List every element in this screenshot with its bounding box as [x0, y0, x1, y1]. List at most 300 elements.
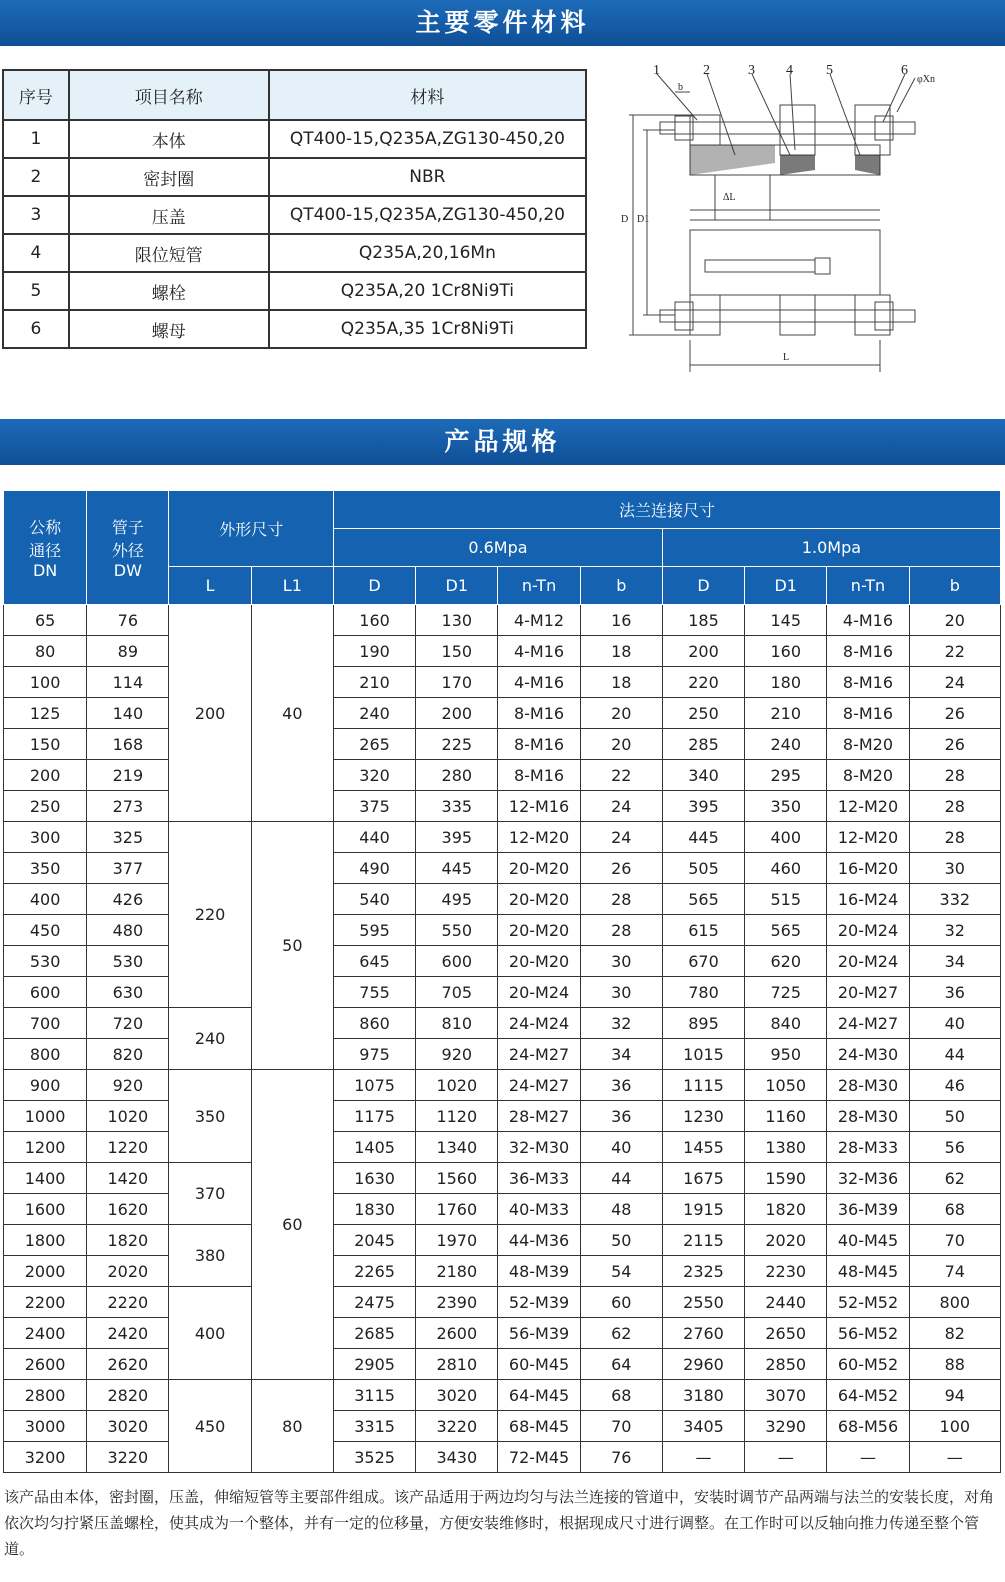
cell-nTn-06: 48-M39 — [498, 1256, 580, 1287]
cell-D-06: 755 — [333, 977, 415, 1008]
cell-b-10: 88 — [909, 1349, 1000, 1380]
cell-D1-06: 280 — [416, 760, 498, 791]
cell-L1: 80 — [251, 1380, 333, 1473]
cell-b-10: 62 — [909, 1163, 1000, 1194]
materials-row — [3, 310, 586, 348]
cell-b-10: 82 — [909, 1318, 1000, 1349]
cell-dw: 530 — [87, 946, 169, 977]
cell-D1-06: 1120 — [416, 1101, 498, 1132]
cell-D1-06: 600 — [416, 946, 498, 977]
cell-b-06: 36 — [580, 1070, 662, 1101]
cell-D-10: 2960 — [662, 1349, 744, 1380]
cell-D-06: 595 — [333, 915, 415, 946]
cell-D-06: 440 — [333, 822, 415, 853]
cell-D-10: 780 — [662, 977, 744, 1008]
cell-nTn-06: 4-M12 — [498, 605, 580, 636]
cell-D1-10: 145 — [745, 605, 827, 636]
cell-D1-06: 130 — [416, 605, 498, 636]
cell-b-06: 30 — [580, 946, 662, 977]
cell-D-06: 3115 — [333, 1380, 415, 1411]
cell-D-10: 1115 — [662, 1070, 744, 1101]
cell-nTn-06: 72-M45 — [498, 1442, 580, 1473]
cell-D1-06: 1340 — [416, 1132, 498, 1163]
spec-row — [4, 822, 1001, 853]
cell-D1-06: 150 — [416, 636, 498, 667]
cell-b-10: 44 — [909, 1039, 1000, 1070]
spec-row — [4, 1070, 1001, 1101]
cell-dn: 2400 — [4, 1318, 87, 1349]
materials-row — [3, 120, 586, 158]
materials-cell-material: Q235A,20 1Cr8Ni9Ti — [269, 272, 586, 310]
materials-cell-material: NBR — [269, 158, 586, 196]
cell-nTn-10: 12-M20 — [827, 791, 909, 822]
cell-nTn-06: 20-M20 — [498, 884, 580, 915]
spec-row — [4, 1318, 1001, 1349]
cell-dn: 1000 — [4, 1101, 87, 1132]
cell-b-10: 28 — [909, 760, 1000, 791]
spec-row — [4, 1349, 1001, 1380]
specs-header-row-1 — [4, 491, 1001, 529]
cell-nTn-06: 4-M16 — [498, 667, 580, 698]
cell-dn: 125 — [4, 698, 87, 729]
cell-b-10: 332 — [909, 884, 1000, 915]
cell-L1: 40 — [251, 605, 333, 822]
flange-joint-drawing — [615, 60, 995, 380]
materials-cell-index: 2 — [3, 158, 69, 196]
cell-dw: 920 — [87, 1070, 169, 1101]
cell-nTn-06: 52-M39 — [498, 1287, 580, 1318]
cell-D-10: 395 — [662, 791, 744, 822]
cell-b-10: 46 — [909, 1070, 1000, 1101]
cell-D-10: 185 — [662, 605, 744, 636]
cell-dn: 450 — [4, 915, 87, 946]
cell-dw: 1620 — [87, 1194, 169, 1225]
cell-nTn-10: 28-M33 — [827, 1132, 909, 1163]
header-pipe-line2: 外径 — [111, 541, 144, 560]
header-D-06: D — [333, 567, 415, 605]
cell-D-06: 1630 — [333, 1163, 415, 1194]
cell-nTn-10: 8-M20 — [827, 760, 909, 791]
spec-row — [4, 760, 1001, 791]
cell-nTn-10: 64-M52 — [827, 1380, 909, 1411]
header-nominal — [4, 491, 87, 605]
cell-dw: 168 — [87, 729, 169, 760]
cell-nTn-06: 32-M30 — [498, 1132, 580, 1163]
spec-row — [4, 1039, 1001, 1070]
cell-nTn-10: 20-M24 — [827, 946, 909, 977]
header-D-10: D — [662, 567, 744, 605]
cell-D1-10: 1590 — [745, 1163, 827, 1194]
cell-b-10: 28 — [909, 822, 1000, 853]
cell-dw: 2420 — [87, 1318, 169, 1349]
cell-D1-10: 350 — [745, 791, 827, 822]
cell-D-10: 3405 — [662, 1411, 744, 1442]
cell-D-10: 200 — [662, 636, 744, 667]
header-b-06: b — [580, 567, 662, 605]
materials-cell-name: 密封圈 — [69, 158, 269, 196]
cell-dn: 900 — [4, 1070, 87, 1101]
cell-dw: 2620 — [87, 1349, 169, 1380]
spec-row — [4, 915, 1001, 946]
cell-L1: 50 — [251, 822, 333, 1070]
cell-b-06: 18 — [580, 636, 662, 667]
cell-b-06: 76 — [580, 1442, 662, 1473]
materials-row — [3, 196, 586, 234]
cell-dw: 820 — [87, 1039, 169, 1070]
specs-table — [3, 490, 1001, 1473]
cell-nTn-06: 28-M27 — [498, 1101, 580, 1132]
cell-dw: 1020 — [87, 1101, 169, 1132]
cell-dn: 100 — [4, 667, 87, 698]
cell-b-10: 68 — [909, 1194, 1000, 1225]
spec-row — [4, 1194, 1001, 1225]
header-b-10: b — [909, 567, 1000, 605]
cell-nTn-06: 12-M20 — [498, 822, 580, 853]
materials-row — [3, 272, 586, 310]
header-outer-size: 外形尺寸 — [169, 491, 333, 567]
cell-nTn-06: 36-M33 — [498, 1163, 580, 1194]
cell-dn: 200 — [4, 760, 87, 791]
cell-nTn-06: 24-M24 — [498, 1008, 580, 1039]
cell-b-10: 70 — [909, 1225, 1000, 1256]
cell-dn: 350 — [4, 853, 87, 884]
cell-dn: 2600 — [4, 1349, 87, 1380]
cell-D1-06: 495 — [416, 884, 498, 915]
cell-D1-06: 2600 — [416, 1318, 498, 1349]
cell-dn: 150 — [4, 729, 87, 760]
cell-D1-06: 1560 — [416, 1163, 498, 1194]
cell-L: 350 — [169, 1070, 251, 1163]
header-pipe-line3: DW — [113, 561, 142, 580]
cell-D1-10: 620 — [745, 946, 827, 977]
cell-dn: 250 — [4, 791, 87, 822]
header-L1: L1 — [251, 567, 333, 605]
header-nTn-06: n-Tn — [498, 567, 580, 605]
specs-section-title: 产品规格 — [0, 419, 1005, 465]
cell-dw: 114 — [87, 667, 169, 698]
cell-b-10: 34 — [909, 946, 1000, 977]
cell-D-06: 240 — [333, 698, 415, 729]
cell-nTn-06: 40-M33 — [498, 1194, 580, 1225]
part-number-5: 5 — [826, 63, 833, 78]
cell-dn: 300 — [4, 822, 87, 853]
header-index: 序号 — [3, 70, 69, 120]
cell-D1-10: 240 — [745, 729, 827, 760]
cell-nTn-06: 24-M27 — [498, 1039, 580, 1070]
cell-b-10: 74 — [909, 1256, 1000, 1287]
cell-D1-06: 705 — [416, 977, 498, 1008]
cell-D-10: — — [662, 1442, 744, 1473]
materials-row — [3, 158, 586, 196]
cell-D1-06: 170 — [416, 667, 498, 698]
cell-D1-06: 550 — [416, 915, 498, 946]
header-nTn-10: n-Tn — [827, 567, 909, 605]
cell-nTn-06: 8-M16 — [498, 729, 580, 760]
cell-L: 380 — [169, 1225, 251, 1287]
cell-dn: 2000 — [4, 1256, 87, 1287]
cell-nTn-06: 4-M16 — [498, 636, 580, 667]
header-pipe-line1: 管子 — [111, 518, 144, 537]
materials-cell-material: Q235A,35 1Cr8Ni9Ti — [269, 310, 586, 348]
cell-nTn-10: 48-M45 — [827, 1256, 909, 1287]
cell-b-06: 54 — [580, 1256, 662, 1287]
cell-b-06: 16 — [580, 605, 662, 636]
spec-row — [4, 884, 1001, 915]
cell-nTn-06: 56-M39 — [498, 1318, 580, 1349]
materials-cell-index: 6 — [3, 310, 69, 348]
cell-b-10: 26 — [909, 698, 1000, 729]
materials-cell-index: 1 — [3, 120, 69, 158]
header-item-name: 项目名称 — [69, 70, 269, 120]
cell-L: 400 — [169, 1287, 251, 1380]
materials-cell-name: 螺母 — [69, 310, 269, 348]
cell-D-10: 2115 — [662, 1225, 744, 1256]
hole-label: φXn — [917, 74, 935, 85]
cell-D-06: 2045 — [333, 1225, 415, 1256]
cell-dn: 530 — [4, 946, 87, 977]
materials-cell-material: QT400-15,Q235A,ZG130-450,20 — [269, 196, 586, 234]
cell-dw: 1220 — [87, 1132, 169, 1163]
cell-D1-06: 810 — [416, 1008, 498, 1039]
part-number-6: 6 — [901, 63, 908, 78]
cell-nTn-10: 8-M16 — [827, 698, 909, 729]
cell-nTn-10: 8-M20 — [827, 729, 909, 760]
cell-D1-06: 1020 — [416, 1070, 498, 1101]
spec-row — [4, 1256, 1001, 1287]
cell-D1-10: 400 — [745, 822, 827, 853]
D-label: D — [621, 214, 629, 225]
cell-dw: 1420 — [87, 1163, 169, 1194]
cell-nTn-06: 20-M20 — [498, 853, 580, 884]
cell-D-06: 1075 — [333, 1070, 415, 1101]
cell-nTn-10: 52-M52 — [827, 1287, 909, 1318]
cell-D-10: 250 — [662, 698, 744, 729]
cell-dn: 80 — [4, 636, 87, 667]
cell-D-06: 645 — [333, 946, 415, 977]
cell-nTn-06: 20-M24 — [498, 977, 580, 1008]
materials-cell-name: 本体 — [69, 120, 269, 158]
cell-D1-06: 200 — [416, 698, 498, 729]
cell-nTn-06: 60-M45 — [498, 1349, 580, 1380]
cell-b-10: 28 — [909, 791, 1000, 822]
materials-cell-name: 压盖 — [69, 196, 269, 234]
cell-D-06: 1175 — [333, 1101, 415, 1132]
dL-label: ΔL — [723, 192, 736, 203]
cell-b-10: 94 — [909, 1380, 1000, 1411]
cell-D-06: 3315 — [333, 1411, 415, 1442]
cell-dw: 1820 — [87, 1225, 169, 1256]
cell-D1-10: 2850 — [745, 1349, 827, 1380]
spec-row — [4, 791, 1001, 822]
cell-nTn-10: 24-M27 — [827, 1008, 909, 1039]
cell-nTn-10: 28-M30 — [827, 1101, 909, 1132]
cell-nTn-06: 44-M36 — [498, 1225, 580, 1256]
cell-D1-06: 920 — [416, 1039, 498, 1070]
header-pressure-10: 1.0Mpa — [662, 529, 1000, 567]
cell-nTn-10: 68-M56 — [827, 1411, 909, 1442]
cell-D-10: 670 — [662, 946, 744, 977]
materials-header-row — [3, 70, 586, 120]
cell-dn: 3200 — [4, 1442, 87, 1473]
cell-D-06: 210 — [333, 667, 415, 698]
cell-b-06: 62 — [580, 1318, 662, 1349]
cell-D-10: 340 — [662, 760, 744, 791]
cell-dw: 2220 — [87, 1287, 169, 1318]
cell-D-06: 540 — [333, 884, 415, 915]
cell-D-10: 2760 — [662, 1318, 744, 1349]
cell-D-06: 320 — [333, 760, 415, 791]
spec-row — [4, 1163, 1001, 1194]
cell-b-06: 36 — [580, 1101, 662, 1132]
cell-dw: 3020 — [87, 1411, 169, 1442]
materials-cell-name: 螺栓 — [69, 272, 269, 310]
cell-D-06: 1405 — [333, 1132, 415, 1163]
cell-nTn-10: 20-M24 — [827, 915, 909, 946]
cell-L: 220 — [169, 822, 251, 1008]
cell-dw: 377 — [87, 853, 169, 884]
cell-D-06: 490 — [333, 853, 415, 884]
spec-row — [4, 1442, 1001, 1473]
spec-row — [4, 853, 1001, 884]
cell-nTn-06: 20-M20 — [498, 915, 580, 946]
cell-D-06: 975 — [333, 1039, 415, 1070]
cell-D-06: 2265 — [333, 1256, 415, 1287]
cell-b-06: 26 — [580, 853, 662, 884]
cell-D-06: 2905 — [333, 1349, 415, 1380]
header-flange-size: 法兰连接尺寸 — [333, 491, 1000, 529]
cell-D-10: 1675 — [662, 1163, 744, 1194]
cell-b-06: 64 — [580, 1349, 662, 1380]
spec-row — [4, 1380, 1001, 1411]
cell-b-10: 50 — [909, 1101, 1000, 1132]
cell-D1-06: 3220 — [416, 1411, 498, 1442]
part-number-4: 4 — [786, 63, 793, 78]
cell-b-06: 20 — [580, 698, 662, 729]
materials-cell-material: Q235A,20,16Mn — [269, 234, 586, 272]
cell-nTn-10: 8-M16 — [827, 667, 909, 698]
cell-dw: 2020 — [87, 1256, 169, 1287]
cell-b-10: 800 — [909, 1287, 1000, 1318]
cell-nTn-06: 64-M45 — [498, 1380, 580, 1411]
cell-dw: 89 — [87, 636, 169, 667]
materials-table — [2, 69, 587, 349]
header-D1-10: D1 — [745, 567, 827, 605]
header-L: L — [169, 567, 251, 605]
cell-D1-10: 160 — [745, 636, 827, 667]
part-number-3: 3 — [748, 63, 755, 78]
cell-b-06: 48 — [580, 1194, 662, 1225]
cell-dw: 426 — [87, 884, 169, 915]
cell-b-06: 28 — [580, 915, 662, 946]
spec-row — [4, 1411, 1001, 1442]
cell-D-06: 2685 — [333, 1318, 415, 1349]
cell-D1-06: 3020 — [416, 1380, 498, 1411]
cell-D1-10: 950 — [745, 1039, 827, 1070]
cell-b-10: 36 — [909, 977, 1000, 1008]
header-nominal-line1: 公称 — [29, 518, 62, 537]
cell-dn: 800 — [4, 1039, 87, 1070]
cell-D1-06: 225 — [416, 729, 498, 760]
cell-L: 450 — [169, 1380, 251, 1473]
cell-dw: 630 — [87, 977, 169, 1008]
cell-D-10: 3180 — [662, 1380, 744, 1411]
spec-row — [4, 605, 1001, 636]
cell-b-10: 22 — [909, 636, 1000, 667]
cell-D1-10: 565 — [745, 915, 827, 946]
cell-b-06: 60 — [580, 1287, 662, 1318]
spec-row — [4, 667, 1001, 698]
cell-D-10: 1230 — [662, 1101, 744, 1132]
cell-dw: 3220 — [87, 1442, 169, 1473]
cell-nTn-10: 24-M30 — [827, 1039, 909, 1070]
product-description: 该产品由本体，密封圈，压盖，伸缩短管等主要部件组成。该产品适用于两边均匀与法兰连接的管道中，安装时调节产品两端与法兰的安装长度，对角依次均匀拧紧压盖螺栓，使其成为一个整体，并有一定的位移量，方便安装维修时，根据现成尺寸进行调整。在工作时可以反轴向推力传递至整个管道。 — [4, 1488, 995, 1558]
cell-D1-06: 1970 — [416, 1225, 498, 1256]
cell-D1-10: 3070 — [745, 1380, 827, 1411]
cell-D1-10: 840 — [745, 1008, 827, 1039]
cell-D-10: 895 — [662, 1008, 744, 1039]
header-nominal-line3: DN — [32, 561, 58, 580]
cell-D1-10: 210 — [745, 698, 827, 729]
cell-D-10: 1455 — [662, 1132, 744, 1163]
cell-L: 200 — [169, 605, 251, 822]
cell-dn: 2800 — [4, 1380, 87, 1411]
cell-nTn-10: 8-M16 — [827, 636, 909, 667]
cell-nTn-10: 40-M45 — [827, 1225, 909, 1256]
cell-b-10: 32 — [909, 915, 1000, 946]
materials-cell-name: 限位短管 — [69, 234, 269, 272]
materials-cell-index: 3 — [3, 196, 69, 234]
cell-nTn-06: 20-M20 — [498, 946, 580, 977]
cell-D1-10: 725 — [745, 977, 827, 1008]
cell-nTn-10: 60-M52 — [827, 1349, 909, 1380]
header-pressure-06: 0.6Mpa — [333, 529, 662, 567]
cell-D-06: 2475 — [333, 1287, 415, 1318]
cell-nTn-10: 28-M30 — [827, 1070, 909, 1101]
cell-D-06: 160 — [333, 605, 415, 636]
cell-nTn-06: 24-M27 — [498, 1070, 580, 1101]
cell-dw: 720 — [87, 1008, 169, 1039]
cell-b-06: 50 — [580, 1225, 662, 1256]
spec-row — [4, 977, 1001, 1008]
cell-D-10: 2550 — [662, 1287, 744, 1318]
cell-nTn-10: 4-M16 — [827, 605, 909, 636]
spec-row — [4, 946, 1001, 977]
header-nominal-line2: 通径 — [29, 541, 62, 560]
cell-nTn-06: 8-M16 — [498, 760, 580, 791]
cell-dn: 1200 — [4, 1132, 87, 1163]
cell-nTn-06: 12-M16 — [498, 791, 580, 822]
cell-b-06: 44 — [580, 1163, 662, 1194]
header-D1-06: D1 — [416, 567, 498, 605]
cell-D1-10: 1380 — [745, 1132, 827, 1163]
cell-dn: 1600 — [4, 1194, 87, 1225]
cell-L: 240 — [169, 1008, 251, 1070]
cell-dn: 400 — [4, 884, 87, 915]
cell-b-10: — — [909, 1442, 1000, 1473]
cell-D-10: 1015 — [662, 1039, 744, 1070]
cell-D-10: 505 — [662, 853, 744, 884]
spec-row — [4, 1008, 1001, 1039]
cell-D1-06: 1760 — [416, 1194, 498, 1225]
cell-D-06: 860 — [333, 1008, 415, 1039]
cell-D1-10: 3290 — [745, 1411, 827, 1442]
cell-dw: 325 — [87, 822, 169, 853]
header-material: 材料 — [269, 70, 586, 120]
spec-row — [4, 1132, 1001, 1163]
materials-cell-material: QT400-15,Q235A,ZG130-450,20 — [269, 120, 586, 158]
cell-D1-06: 2810 — [416, 1349, 498, 1380]
spec-row — [4, 636, 1001, 667]
